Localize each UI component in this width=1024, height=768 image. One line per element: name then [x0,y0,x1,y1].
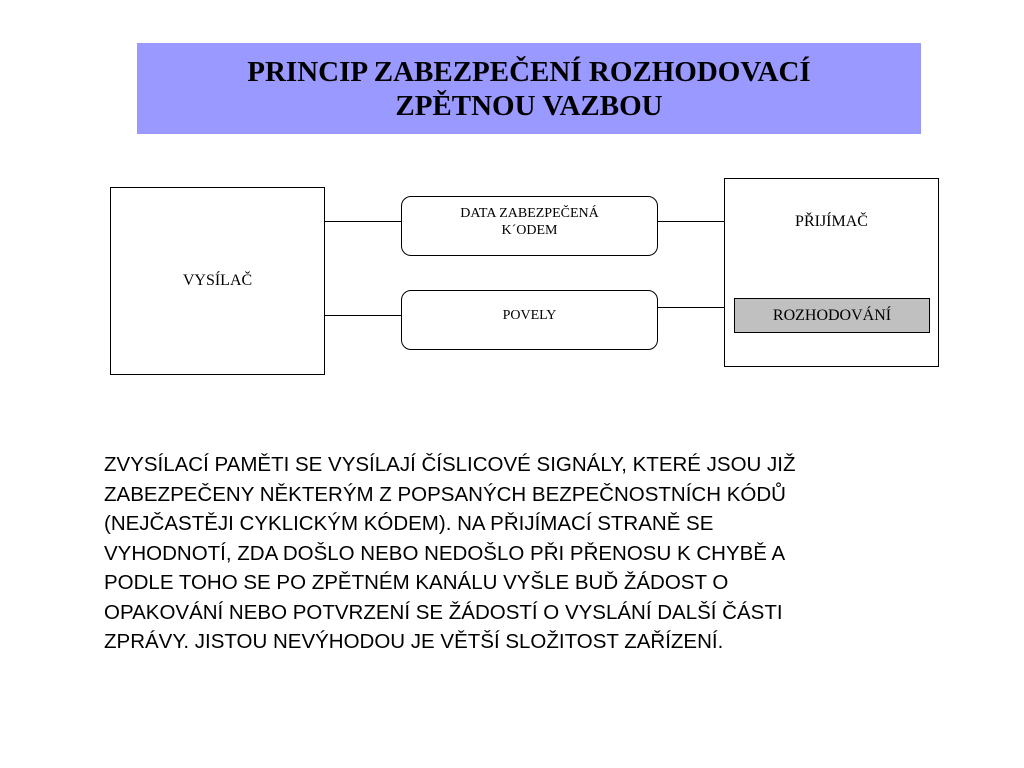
data-channel-label-line-2: K´ODEM [501,223,558,238]
body-line: OPAKOVÁNÍ NEBO POTVRZENÍ SE ŽÁDOSTÍ O VYSLÁNÍ DALŠÍ ČÁSTI [104,600,783,624]
body-line: PODLE TOHO SE PO ZPĚTNÉM KANÁLU VYŠLE BUĎ ŽÁDOST O [104,571,729,594]
slide-title-line-1: PRINCIP ZABEZPEČENÍ ROZHODOVACÍ [247,55,811,88]
receiver-box [724,178,939,367]
data-channel-box [401,196,658,256]
body-line: ZVYSÍLACÍ PAMĚTI SE VYSÍLAJÍ ČÍSLICOVÉ SIGNÁLY, KTERÉ JSOU JIŽ [104,453,796,476]
connector-data-receiver [658,221,724,222]
body-paragraph [104,450,964,657]
commands-channel-label: POVELY [502,308,557,323]
body-line: (NEJČASTĚJI CYKLICKÝM KÓDEM). NA PŘIJÍMACÍ STRANĚ SE [104,512,714,535]
body-line: ZABEZPEČENY NĚKTERÝM Z POPSANÝCH BEZPEČNOSTNÍCH KÓDŮ [104,482,786,506]
decision-box [734,298,930,333]
connector-sender-commands [325,315,401,316]
sender-box [110,187,325,375]
commands-channel-box [401,290,658,350]
data-channel-label-line-1: DATA ZABEZPEČENÁ [460,206,599,221]
receiver-label: PŘIJÍMAČ [795,213,868,230]
body-line: ZPRÁVY. JISTOU NEVÝHODOU JE VĚTŠÍ SLOŽITOST ZAŘÍZENÍ. [104,630,724,653]
connector-sender-data [325,221,401,222]
slide-title-line-2: ZPĚTNOU VAZBOU [395,89,663,122]
connector-commands-receiver [658,307,724,308]
slide-title [137,43,921,134]
decision-label: ROZHODOVÁNÍ [772,306,892,324]
sender-label: VYSÍLAČ [182,272,253,289]
body-line: VYHODNOTÍ, ZDA DOŠLO NEBO NEDOŠLO PŘI PŘENOSU K CHYBĚ A [104,541,786,565]
